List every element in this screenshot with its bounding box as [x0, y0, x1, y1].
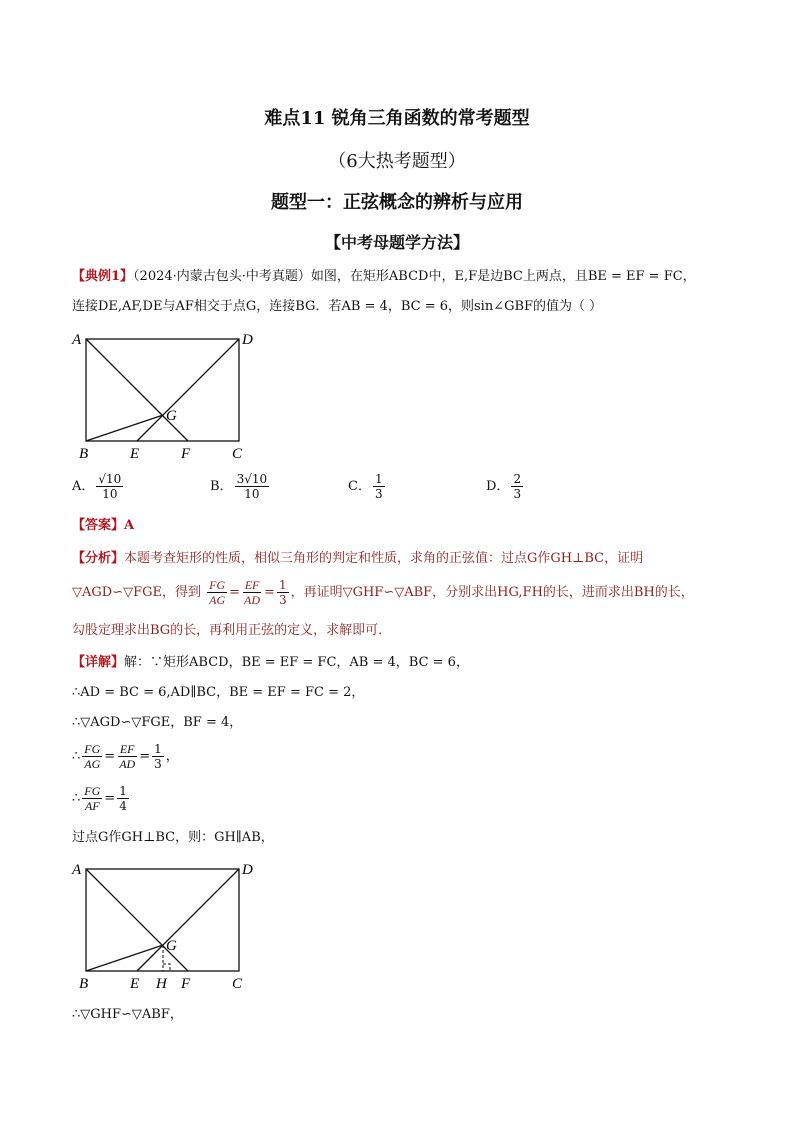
detail-tag: 【详解】	[72, 655, 125, 670]
method-heading: 【中考母题学方法】	[324, 233, 469, 252]
fig1-label-a: A	[72, 332, 82, 348]
fig2-label-c: C	[232, 976, 243, 992]
detail-line-2: ∴AD = BC = 6,AD∥BC，BE = EF = FC = 2，	[72, 685, 365, 700]
detail-line-3: ∴▽AGD∽▽FGE，BF = 4，	[72, 715, 243, 730]
analysis-line-1: 【分析】本题考查矩形的性质，相似三角形的判定和性质，求角的正弦值：过点G作GH⊥BC，证明	[72, 551, 644, 566]
fig1-label-g: G	[166, 408, 177, 424]
example-tag: 【典例1】	[72, 269, 134, 284]
fig2-label-g: G	[166, 938, 177, 954]
fig2-label-h: H	[156, 976, 167, 992]
fig2-label-a: A	[72, 862, 82, 878]
sub-title: （6大热考题型）	[328, 151, 466, 172]
fig1-label-c: C	[232, 446, 243, 462]
answer-tag: 【答案】	[72, 518, 125, 533]
choice-d[interactable]: D． $\frac{2}{3}$	[486, 472, 522, 501]
fig2-label-e: E	[130, 976, 140, 992]
detail-line-5: ∴ $\frac{FG}{AF}$ = $\frac{1}{4}$	[72, 784, 127, 813]
detail-line-4: ∴ $\frac{FG}{AG}$ = $\frac{EF}{AD}$ = $\frac{1}{3}$ ，	[72, 742, 179, 771]
example-line-1	[72, 268, 696, 286]
figure-1-rectangle	[70, 328, 260, 463]
example-text-1: （2024·内蒙古包头·中考真题）如图，在矩形ABCD中，E,F是边BC上两点，且BE = EF = FC，	[133, 269, 696, 284]
choice-a[interactable]: A． $\frac{√10}{10}$	[72, 472, 122, 501]
analysis-line-3: 勾股定理求出BG的长，再利用正弦的定义，求解即可．	[72, 623, 392, 638]
analysis-tag: 【分析】	[72, 551, 125, 566]
main-title: 难点11 锐角三角函数的常考题型	[264, 108, 530, 129]
choice-c[interactable]: C． $\frac{1}{3}$	[348, 472, 383, 501]
fig1-label-e: E	[130, 446, 140, 462]
answer-line	[72, 517, 134, 535]
analysis-line-2: ▽AGD∽▽FGE，得到 $\frac{FG}{AG}$ = $\frac{EF}{AD}$ = $\frac{1}{3}$ ，再证明▽GHF∽▽ABF，分别求出HG,FH的长，进而求出BH的长，	[72, 578, 694, 607]
choice-b[interactable]: B． $\frac{3√10}{10}$	[210, 472, 268, 501]
fig1-label-b: B	[79, 446, 89, 462]
fig2-label-d: D	[242, 862, 253, 878]
fig2-label-f: F	[181, 976, 191, 992]
fig2-label-b: B	[79, 976, 89, 992]
fig1-label-f: F	[181, 446, 191, 462]
answer-value: A	[124, 518, 135, 533]
detail-line-7: ∴▽GHF∽▽ABF，	[72, 1007, 183, 1022]
detail-line-1: 【详解】解：∵矩形ABCD，BE = EF = FC，AB = 4，BC = 6，	[72, 655, 469, 670]
detail-line-6: 过点G作GH⊥BC，则：GH∥AB，	[72, 830, 274, 845]
section-title: 题型一：正弦概念的辨析与应用	[271, 192, 523, 213]
figure-2-rectangle	[70, 858, 260, 993]
example-line-2: 连接DE,AF,DE与AF相交于点G，连接BG．若AB = 4，BC = 6，则sin∠GBF的值为（ ）	[72, 299, 603, 314]
fig1-label-d: D	[242, 332, 253, 348]
